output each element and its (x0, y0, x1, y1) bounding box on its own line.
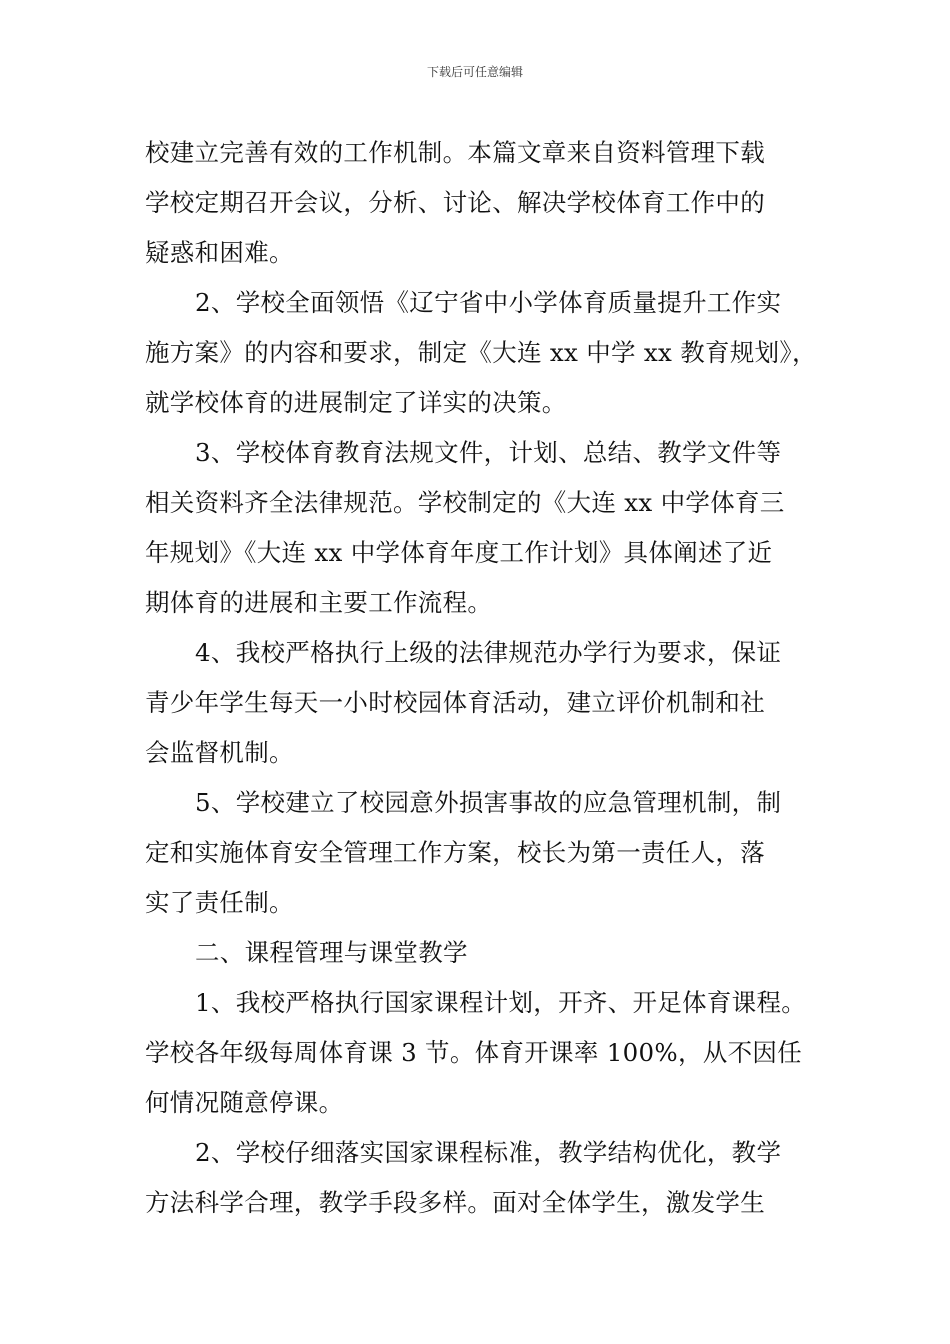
text-line: 会监督机制。 (145, 738, 294, 767)
text-line: 方法科学合理，教学手段多样。面对全体学生，激发学生 (145, 1188, 765, 1217)
text-line: 5、学校建立了校园意外损害事故的应急管理机制，制 (195, 788, 782, 817)
text-line: 2、学校仔细落实国家课程标准，教学结构优化，教学 (195, 1138, 782, 1167)
document-body (145, 128, 815, 1228)
text-line: 何情况随意停课。 (145, 1088, 344, 1117)
text-line: 实了责任制。 (145, 888, 294, 917)
text-line: 4、我校严格执行上级的法律规范办学行为要求，保证 (195, 638, 782, 667)
text-line: 学校定期召开会议，分析、讨论、解决学校体育工作中的 (145, 188, 765, 217)
page-header: 下载后可任意编辑 (426, 65, 523, 79)
text-line: 3、学校体育教育法规文件，计划、总结、教学文件等 (195, 438, 782, 467)
text-line: 2、学校全面领悟《辽宁省中小学体育质量提升工作实 (195, 288, 782, 317)
text-line: 青少年学生每天一小时校园体育活动，建立评价机制和社 (145, 688, 765, 717)
text-line: 学校各年级每周体育课 3 节。体育开课率 100%，从不因任 (145, 1038, 802, 1067)
text-line: 施方案》的内容和要求，制定《大连 xx 中学 xx 教育规划》， (145, 338, 817, 367)
text-line: 年规划》《大连 xx 中学体育年度工作计划》具体阐述了近 (145, 538, 773, 567)
text-line: 期体育的进展和主要工作流程。 (145, 588, 493, 617)
text-line: 1、我校严格执行国家课程计划，开齐、开足体育课程。 (195, 988, 807, 1017)
text-line: 二、课程管理与课堂教学 (195, 938, 468, 967)
text-line: 校建立完善有效的工作机制。本篇文章来自资料管理下载 (145, 138, 765, 167)
text-line: 定和实施体育安全管理工作方案，校长为第一责任人，落 (145, 838, 765, 867)
text-line: 相关资料齐全法律规范。学校制定的《大连 xx 中学体育三 (145, 488, 785, 517)
text-line: 疑惑和困难。 (145, 238, 294, 267)
text-line: 就学校体育的进展制定了详实的决策。 (145, 388, 567, 417)
